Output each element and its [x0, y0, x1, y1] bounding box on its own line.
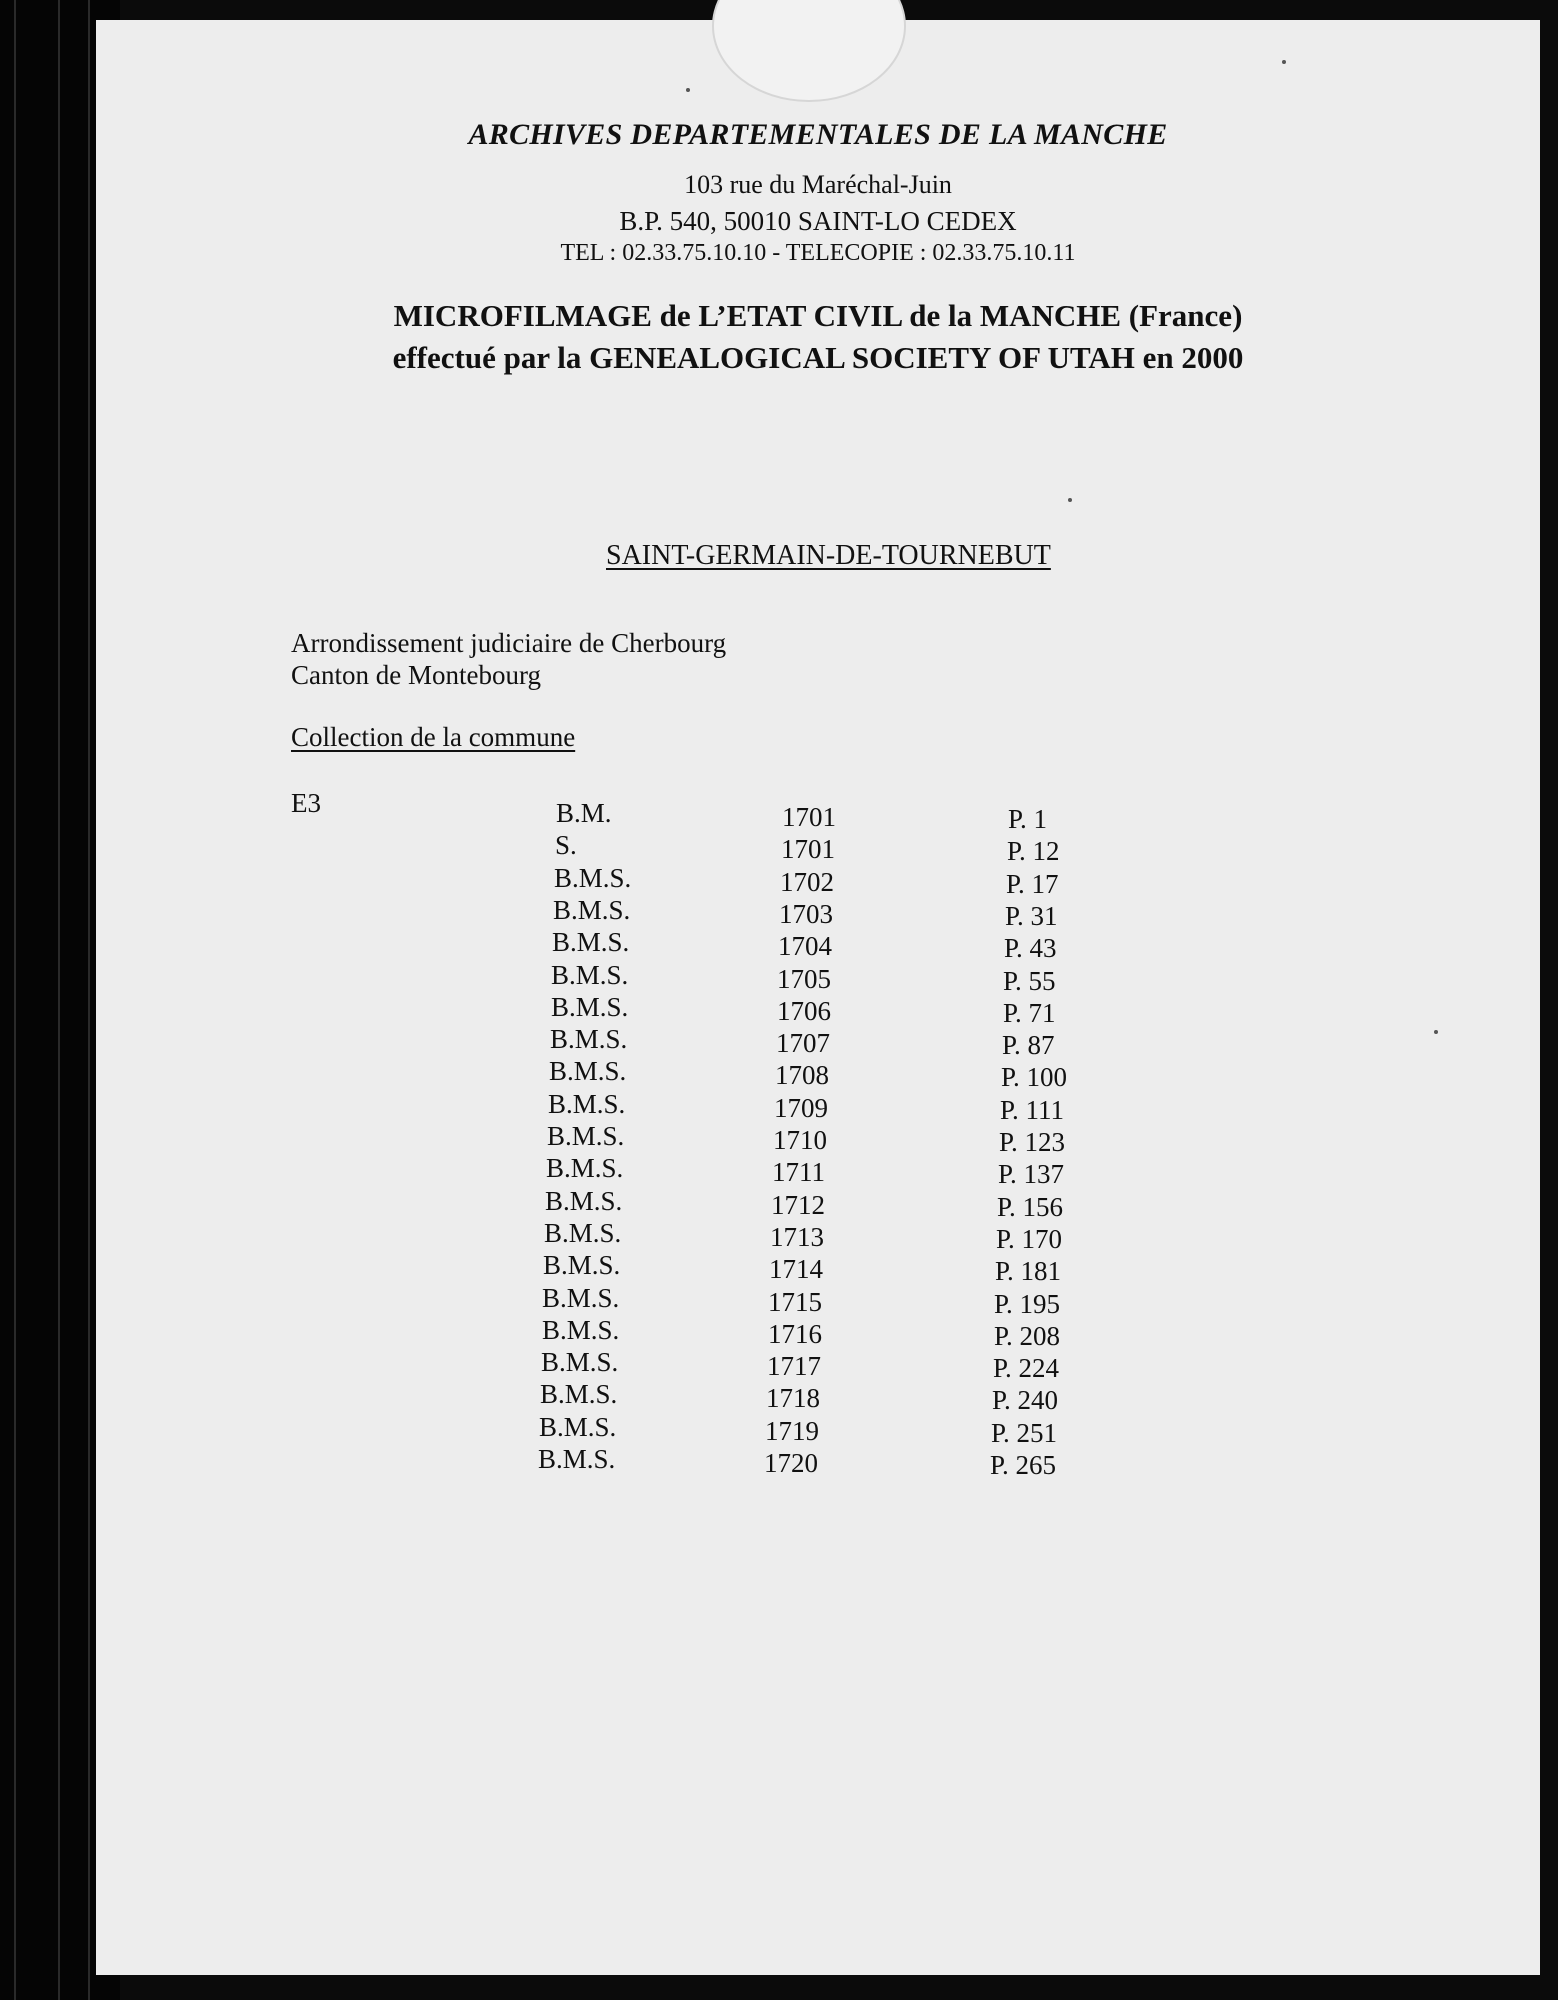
register-type: B.M.S.: [540, 1379, 618, 1410]
register-page: P. 251: [991, 1417, 1058, 1448]
register-page: P. 111: [1000, 1094, 1065, 1125]
register-page: P. 31: [1005, 900, 1058, 931]
register-page: P. 71: [1003, 997, 1056, 1028]
register-page: P. 55: [1003, 965, 1056, 996]
register-type: B.M.S.: [538, 1444, 616, 1474]
register-year: 1708: [775, 1060, 829, 1091]
register-page: P. 170: [996, 1223, 1063, 1254]
register-page: P. 17: [1006, 868, 1059, 899]
register-type: B.M.S.: [544, 1217, 622, 1248]
register-year: 1701: [781, 834, 835, 865]
register-type: B.M.S.: [549, 1056, 627, 1087]
register-year: 1711: [772, 1157, 825, 1188]
register-year: 1707: [776, 1028, 830, 1059]
register-page: P. 156: [997, 1191, 1064, 1222]
register-type: B.M.S.: [550, 1024, 628, 1055]
film-line: [14, 0, 16, 2000]
register-year: 1706: [777, 995, 831, 1026]
register-year: 1716: [768, 1318, 822, 1349]
register-year: 1717: [767, 1351, 821, 1382]
register-page: P. 137: [998, 1159, 1065, 1190]
register-page: P. 224: [993, 1353, 1060, 1384]
address-line-2: B.P. 540, 50010 SAINT-LO CEDEX: [619, 206, 1017, 236]
register-type: B.M.S.: [552, 927, 630, 958]
register-year: 1701: [782, 802, 836, 832]
scan-speck: [686, 88, 690, 92]
cote-label: E3: [291, 788, 321, 818]
register-page: P. 1: [1008, 804, 1048, 834]
register-page: P. 265: [990, 1450, 1057, 1480]
register-page: P. 100: [1001, 1062, 1068, 1093]
register-type: B.M.S.: [551, 959, 629, 990]
register-page: P. 123: [999, 1127, 1066, 1157]
register-page: P. 208: [994, 1320, 1061, 1351]
register-year: 1718: [766, 1383, 820, 1414]
title-line-1: MICROFILMAGE de L’ETAT CIVIL de la MANCHE (France): [393, 298, 1243, 333]
register-type: B.M.S.: [551, 991, 629, 1022]
document-page: [96, 20, 1540, 1975]
register-page: P. 181: [995, 1256, 1062, 1287]
scan-speck: [1434, 1030, 1438, 1034]
register-year: 1710: [773, 1125, 827, 1155]
collection-label: Collection de la commune: [291, 722, 576, 752]
register-year: 1714: [769, 1254, 823, 1285]
register-year: 1703: [779, 898, 833, 929]
canton: Canton de Montebourg: [291, 660, 541, 690]
register-page: P. 43: [1004, 933, 1057, 964]
register-year: 1709: [774, 1092, 828, 1123]
title-line-2: effectué par la GENEALOGICAL SOCIETY OF UTAH en 2000: [392, 340, 1244, 375]
register-type: B.M.S.: [548, 1088, 626, 1119]
register-type: B.M.S.: [543, 1250, 621, 1281]
register-year: 1712: [771, 1189, 825, 1220]
register-year: 1702: [780, 866, 834, 897]
register-year: 1713: [770, 1221, 824, 1252]
register-type: B.M.S.: [539, 1411, 617, 1442]
scan-speck: [1068, 498, 1072, 502]
register-type: B.M.S.: [541, 1347, 619, 1378]
commune-name: SAINT-GERMAIN-DE-TOURNEBUT: [606, 540, 1051, 571]
register-year: 1715: [768, 1286, 822, 1317]
phone-line: TEL : 02.33.75.10.10 - TELECOPIE : 02.33.75.10.11: [560, 240, 1076, 266]
register-year: 1705: [777, 963, 831, 994]
register-year: 1719: [765, 1415, 819, 1446]
arrondissement: Arrondissement judiciaire de Cherbourg: [291, 628, 727, 658]
register-type: B.M.S.: [542, 1314, 620, 1345]
address-line-1: 103 rue du Maréchal-Juin: [684, 170, 952, 199]
register-page: P. 12: [1007, 836, 1060, 867]
scan-speck: [1282, 60, 1286, 64]
film-line: [58, 0, 60, 2000]
register-type: B.M.S.: [554, 862, 632, 893]
register-type: S.: [555, 830, 577, 861]
register-type: B.M.S.: [542, 1282, 620, 1313]
page-notch: [712, 0, 906, 102]
register-page: P. 195: [994, 1288, 1061, 1319]
register-year: 1720: [764, 1448, 818, 1478]
register-type: B.M.: [556, 798, 612, 828]
register-year: 1704: [778, 931, 832, 962]
archives-heading: ARCHIVES DEPARTEMENTALES DE LA MANCHE: [468, 118, 1168, 151]
register-page: P. 240: [992, 1385, 1059, 1416]
register-type: B.M.S.: [545, 1185, 623, 1216]
register-page: P. 87: [1002, 1030, 1055, 1061]
register-type: B.M.S.: [546, 1153, 624, 1184]
register-type: B.M.S.: [553, 894, 631, 925]
film-line: [88, 0, 90, 2000]
register-type: B.M.S.: [547, 1121, 625, 1151]
